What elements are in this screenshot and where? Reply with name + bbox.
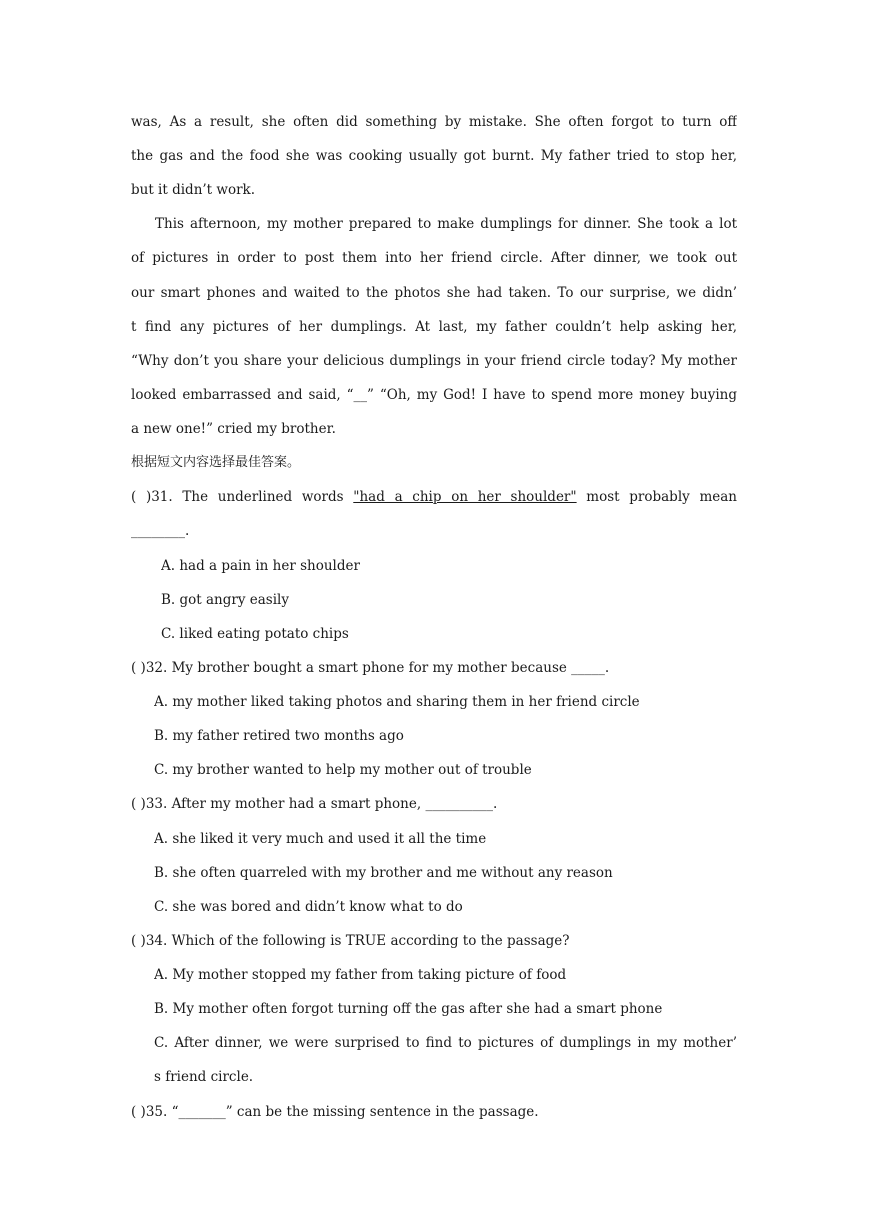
passage-line: our smart phones and waited to the photos she had taken. To our surprise, we didn’ bbox=[131, 285, 737, 301]
passage-line: looked embarrassed and said, “__” “Oh, my God! I have to spend more money buying bbox=[131, 387, 737, 403]
question-35-stem: ( )35. “_______” can be the missing sentence in the passage. bbox=[131, 1104, 539, 1120]
passage-line: of pictures in order to post them into her friend circle. After dinner, we took out bbox=[131, 250, 737, 266]
passage-line: “Why don’t you share your delicious dumplings in your friend circle today? My mother bbox=[131, 353, 737, 369]
question-31-option-b: B. got angry easily bbox=[161, 592, 289, 608]
passage-line: was, As a result, she often did something by mistake. She often forgot to turn off bbox=[131, 114, 737, 130]
question-34-stem: ( )34. Which of the following is TRUE according to the passage? bbox=[131, 933, 570, 949]
passage-line: a new one!” cried my brother. bbox=[131, 421, 336, 437]
question-33-option-b: B. she often quarreled with my brother and me without any reason bbox=[154, 865, 613, 881]
instruction-text: 根据短文内容选择最佳答案。 bbox=[131, 455, 301, 470]
passage-line: t find any pictures of her dumplings. At last, my father couldn’t help asking her, bbox=[131, 319, 737, 335]
question-31-option-c: C. liked eating potato chips bbox=[161, 626, 349, 642]
question-33-option-c: C. she was bored and didn’t know what to do bbox=[154, 899, 463, 915]
question-34-option-b: B. My mother often forgot turning off the gas after she had a smart phone bbox=[154, 1001, 663, 1017]
question-31-blank: ________. bbox=[131, 523, 190, 539]
passage-line: the gas and the food she was cooking usually got burnt. My father tried to stop her, bbox=[131, 148, 737, 164]
question-34-option-a: A. My mother stopped my father from taking picture of food bbox=[154, 967, 567, 983]
question-32-option-c: C. my brother wanted to help my mother out of trouble bbox=[154, 762, 532, 778]
question-31-prefix: ( )31. The underlined words bbox=[131, 489, 354, 505]
question-32-option-a: A. my mother liked taking photos and sharing them in her friend circle bbox=[154, 694, 640, 710]
passage-paragraph-start: This afternoon, my mother prepared to make dumplings for dinner. She took a lot bbox=[155, 216, 737, 232]
question-34-option-c-continued: s friend circle. bbox=[154, 1069, 254, 1085]
question-31-stem bbox=[131, 487, 737, 507]
question-33-option-a: A. she liked it very much and used it all the time bbox=[154, 831, 487, 847]
question-33-stem: ( )33. After my mother had a smart phone, __________. bbox=[131, 796, 498, 812]
underlined-phrase: "had a chip on her shoulder" bbox=[353, 489, 577, 505]
passage-line: but it didn’t work. bbox=[131, 182, 255, 198]
question-34-option-c: C. After dinner, we were surprised to find to pictures of dumplings in my mother’ bbox=[154, 1035, 737, 1051]
question-32-option-b: B. my father retired two months ago bbox=[154, 728, 404, 744]
question-31-option-a: A. had a pain in her shoulder bbox=[161, 558, 360, 574]
question-32-stem: ( )32. My brother bought a smart phone for my mother because _____. bbox=[131, 660, 610, 676]
question-31-suffix: most probably mean bbox=[576, 489, 737, 505]
